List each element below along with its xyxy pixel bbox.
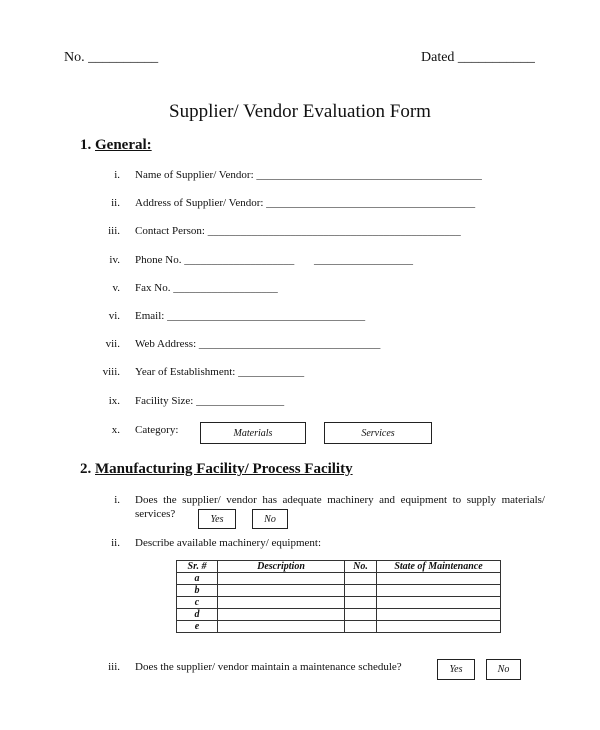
table-row <box>177 609 501 621</box>
question-equipment-label: Describe available machinery/ equipment: <box>135 537 322 549</box>
category-materials-box[interactable]: Materials <box>200 422 306 444</box>
item-number: iii. <box>108 661 120 673</box>
section-number: 1. <box>80 137 92 153</box>
field-label[interactable]: Fax No. ___________________ <box>135 282 278 294</box>
item-number: i. <box>114 169 120 181</box>
section-general-heading <box>80 137 152 154</box>
item-number: viii. <box>102 366 120 378</box>
table-cell[interactable] <box>218 621 345 633</box>
col-description: Description <box>218 561 345 573</box>
field-label[interactable]: Facility Size: ________________ <box>135 395 285 407</box>
date-field[interactable]: Dated ___________ <box>421 50 535 65</box>
row-label: d <box>177 609 218 621</box>
item-number: x. <box>111 424 120 436</box>
section-manufacturing-heading <box>80 461 353 478</box>
table-cell[interactable] <box>377 597 501 609</box>
item-number: v. <box>112 282 120 294</box>
table-header-row <box>177 561 501 573</box>
table-cell[interactable] <box>218 609 345 621</box>
machinery-yes-box[interactable]: Yes <box>198 509 236 529</box>
row-label: e <box>177 621 218 633</box>
table-cell[interactable] <box>377 585 501 597</box>
row-label: c <box>177 597 218 609</box>
field-label[interactable]: Contact Person: ______________________________________________ <box>135 225 461 237</box>
schedule-no-box[interactable]: No <box>486 659 521 680</box>
item-number: ii. <box>111 197 120 209</box>
row-label: b <box>177 585 218 597</box>
field-label: Category: <box>135 424 179 436</box>
table-cell[interactable] <box>218 585 345 597</box>
question-schedule-label: Does the supplier/ vendor maintain a maintenance schedule? <box>135 661 402 673</box>
table-row <box>177 573 501 585</box>
item-number: vi. <box>108 310 120 322</box>
machinery-no-box[interactable]: No <box>252 509 288 529</box>
field-label[interactable]: Web Address: _________________________________ <box>135 338 381 350</box>
table-cell[interactable] <box>345 609 377 621</box>
section-number: 2. <box>80 461 92 477</box>
row-label: a <box>177 573 218 585</box>
item-number: iv. <box>109 254 120 266</box>
table-cell[interactable] <box>377 609 501 621</box>
item-number: iii. <box>108 225 120 237</box>
field-label[interactable]: Email: ____________________________________ <box>135 310 366 322</box>
item-number: i. <box>114 494 120 506</box>
table-cell[interactable] <box>345 621 377 633</box>
col-no: No. <box>345 561 377 573</box>
col-sr: Sr. # <box>177 561 218 573</box>
table-row <box>177 621 501 633</box>
item-number: ii. <box>111 537 120 549</box>
table-cell[interactable] <box>345 573 377 585</box>
equipment-table <box>176 560 501 633</box>
col-state: State of Maintenance <box>377 561 501 573</box>
table-cell[interactable] <box>345 585 377 597</box>
form-number-field[interactable]: No. __________ <box>64 50 159 65</box>
schedule-yes-box[interactable]: Yes <box>437 659 475 680</box>
field-label[interactable]: Year of Establishment: ____________ <box>135 366 305 378</box>
question-machinery-line1: Does the supplier/ vendor has adequate machinery and equipment to supply materials/ <box>135 494 545 506</box>
item-number: ix. <box>108 395 120 407</box>
section-title: Manufacturing Facility/ Process Facility <box>95 461 353 477</box>
table-cell[interactable] <box>377 621 501 633</box>
table-cell[interactable] <box>218 573 345 585</box>
table-cell[interactable] <box>377 573 501 585</box>
table-cell[interactable] <box>345 597 377 609</box>
item-number: vii. <box>105 338 120 350</box>
field-label[interactable]: Name of Supplier/ Vendor: _________________________________________ <box>135 169 482 181</box>
field-label[interactable]: Phone No. ____________________ <box>135 254 295 266</box>
table-row <box>177 585 501 597</box>
question-machinery-line2: services? <box>135 508 176 520</box>
field-extra-line[interactable]: __________________ <box>314 254 413 266</box>
section-title: General: <box>95 137 152 153</box>
field-label[interactable]: Address of Supplier/ Vendor: ______________________________________ <box>135 197 476 209</box>
table-row <box>177 597 501 609</box>
category-services-box[interactable]: Services <box>324 422 432 444</box>
page-title: Supplier/ Vendor Evaluation Form <box>169 101 431 122</box>
table-cell[interactable] <box>218 597 345 609</box>
